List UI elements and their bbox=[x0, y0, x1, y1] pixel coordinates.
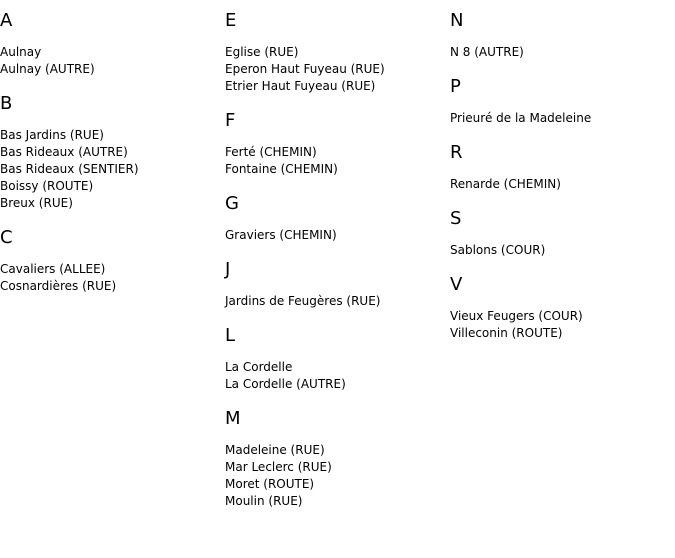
letter-heading: C bbox=[0, 227, 13, 248]
letter-group-v bbox=[450, 274, 670, 342]
letter-group-n bbox=[450, 10, 670, 61]
letter-group-a bbox=[0, 10, 220, 78]
street-link[interactable]: Moret (ROUTE) bbox=[225, 477, 315, 491]
letter-heading: G bbox=[225, 193, 239, 214]
street-link[interactable]: Jardins de Feugères (RUE) bbox=[225, 294, 381, 308]
letter-heading: P bbox=[450, 76, 461, 97]
street-link[interactable]: Renarde (CHEMIN) bbox=[450, 177, 561, 191]
street-link[interactable]: Breux (RUE) bbox=[0, 196, 73, 210]
street-link[interactable]: Eglise (RUE) bbox=[225, 45, 299, 59]
letter-group-e bbox=[225, 10, 445, 95]
street-link[interactable]: Aulnay bbox=[0, 45, 42, 59]
street-link[interactable]: Bas Rideaux (AUTRE) bbox=[0, 145, 128, 159]
letter-heading: S bbox=[450, 208, 462, 229]
index-column bbox=[450, 10, 670, 357]
letter-heading: V bbox=[450, 274, 463, 295]
letter-group-l bbox=[225, 325, 445, 393]
letter-group-b bbox=[0, 93, 220, 212]
letter-heading: E bbox=[225, 10, 237, 31]
street-list bbox=[450, 242, 670, 259]
letter-group-c bbox=[0, 227, 220, 295]
letter-heading: A bbox=[0, 10, 13, 31]
street-link[interactable]: Etrier Haut Fuyeau (RUE) bbox=[225, 79, 376, 93]
letter-heading: R bbox=[450, 142, 463, 163]
index-column bbox=[225, 10, 445, 525]
street-list bbox=[225, 44, 445, 95]
street-list bbox=[225, 442, 445, 510]
letter-heading: M bbox=[225, 408, 241, 429]
street-link[interactable]: Mar Leclerc (RUE) bbox=[225, 460, 332, 474]
street-link[interactable]: Cavaliers (ALLEE) bbox=[0, 262, 106, 276]
letter-group-g bbox=[225, 193, 445, 244]
street-list bbox=[225, 293, 445, 310]
street-list bbox=[225, 144, 445, 178]
street-link[interactable]: Sablons (COUR) bbox=[450, 243, 546, 257]
street-link[interactable]: Madeleine (RUE) bbox=[225, 443, 325, 457]
street-list bbox=[0, 261, 220, 295]
street-list bbox=[450, 110, 670, 127]
index-column bbox=[0, 10, 220, 310]
street-link[interactable]: Ferté (CHEMIN) bbox=[225, 145, 317, 159]
street-link[interactable]: Cosnardières (RUE) bbox=[0, 279, 117, 293]
letter-group-r bbox=[450, 142, 670, 193]
street-link[interactable]: Aulnay (AUTRE) bbox=[0, 62, 95, 76]
street-link[interactable]: Bas Jardins (RUE) bbox=[0, 128, 104, 142]
street-link[interactable]: Fontaine (CHEMIN) bbox=[225, 162, 338, 176]
letter-heading: L bbox=[225, 325, 236, 346]
letter-group-p bbox=[450, 76, 670, 127]
letter-heading: F bbox=[225, 110, 236, 131]
street-list bbox=[225, 227, 445, 244]
street-link[interactable]: Graviers (CHEMIN) bbox=[225, 228, 337, 242]
street-list bbox=[225, 359, 445, 393]
letter-heading: B bbox=[0, 93, 13, 114]
letter-group-j bbox=[225, 259, 445, 310]
street-link[interactable]: Villeconin (ROUTE) bbox=[450, 326, 563, 340]
street-list bbox=[450, 176, 670, 193]
street-list bbox=[450, 308, 670, 342]
street-list bbox=[0, 127, 220, 212]
street-link[interactable]: Vieux Feugers (COUR) bbox=[450, 309, 583, 323]
letter-group-s bbox=[450, 208, 670, 259]
street-link[interactable]: Bas Rideaux (SENTIER) bbox=[0, 162, 139, 176]
street-link[interactable]: Eperon Haut Fuyeau (RUE) bbox=[225, 62, 385, 76]
street-list bbox=[450, 44, 670, 61]
street-link[interactable]: Boissy (ROUTE) bbox=[0, 179, 94, 193]
street-list bbox=[0, 44, 220, 78]
street-link[interactable]: Prieuré de la Madeleine bbox=[450, 111, 592, 125]
letter-group-m bbox=[225, 408, 445, 510]
letter-group-f bbox=[225, 110, 445, 178]
letter-heading: N bbox=[450, 10, 464, 31]
street-link[interactable]: Moulin (RUE) bbox=[225, 494, 303, 508]
street-link[interactable]: La Cordelle bbox=[225, 360, 293, 374]
street-link[interactable]: La Cordelle (AUTRE) bbox=[225, 377, 346, 391]
street-link[interactable]: N 8 (AUTRE) bbox=[450, 45, 524, 59]
letter-heading: J bbox=[225, 259, 231, 280]
